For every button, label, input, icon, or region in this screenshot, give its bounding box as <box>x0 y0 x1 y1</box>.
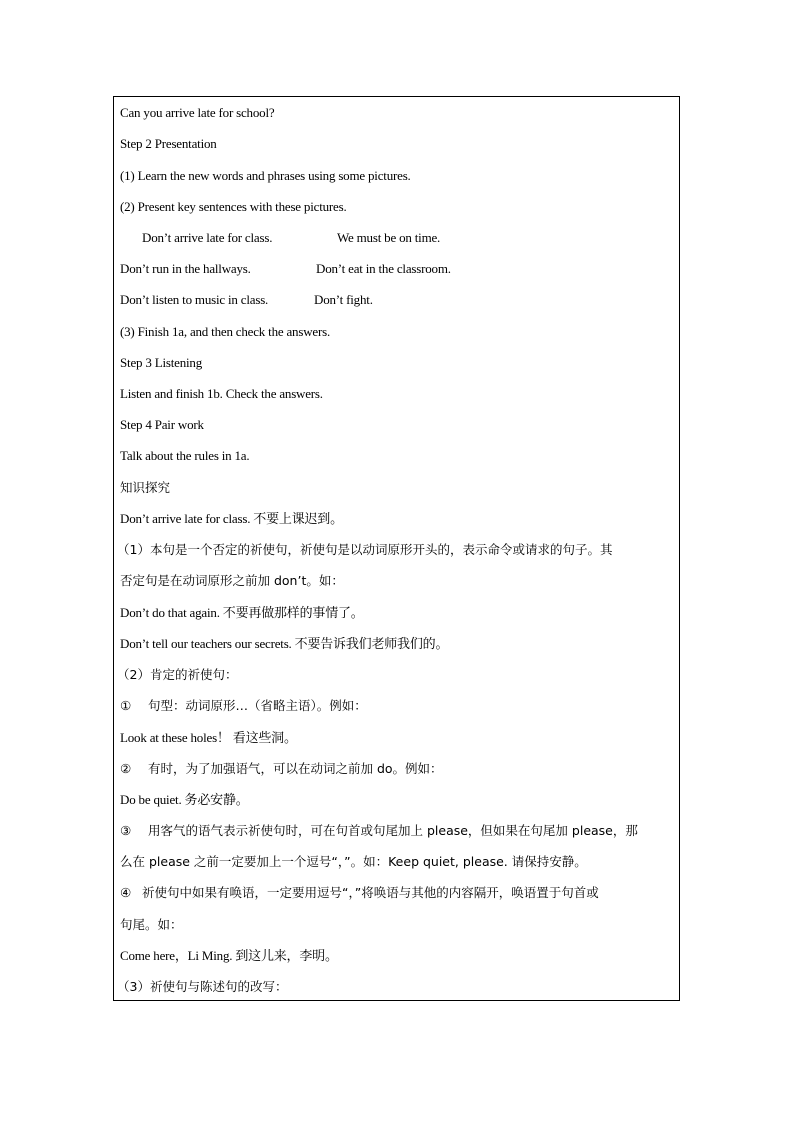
circled-number: ③ <box>120 823 132 838</box>
key-sentence: Don’t listen to music in class. <box>120 292 269 307</box>
case-3-line1 <box>120 822 638 840</box>
point1-line1: （1）本句是一个否定的祈使句，祈使句是以动词原形开头的，表示命令或请求的句子。其 <box>117 542 613 557</box>
knowledge-example-main: Don’t arrive late for class. 不要上课迟到。 <box>120 511 343 526</box>
case-4-line2: 句尾。如： <box>120 917 183 932</box>
step3-title: Step 3 Listening <box>120 355 203 370</box>
knowledge-title: 知识探究 <box>120 480 171 495</box>
key-sentence: We must be on time. <box>337 230 441 245</box>
case-1 <box>120 697 367 715</box>
case-3-line2: 么在 please 之前一定要加上一个逗号“，”。如：Keep quiet, please. 请保持安静。 <box>120 854 587 869</box>
question-line: Can you arrive late for school? <box>120 105 275 120</box>
circled-number: ④ <box>120 885 132 900</box>
example-line: Don’t do that again. 不要再做那样的事情了。 <box>120 605 364 620</box>
step3-text: Listen and finish 1b. Check the answers. <box>120 386 323 401</box>
key-sentence: Don’t fight. <box>314 292 373 307</box>
step2-item-3: (3) Finish 1a, and then check the answers. <box>120 324 331 339</box>
example-line: Don’t tell our teachers our secrets. 不要告诉我们老师我们的。 <box>120 636 449 651</box>
case-4-line1 <box>120 884 599 902</box>
key-sentence: Don’t run in the hallways. <box>120 261 251 276</box>
step2-item-1: (1) Learn the new words and phrases using some pictures. <box>120 168 411 183</box>
case-text: 有时，为了加强语气，可以在动词之前加 do。例如： <box>148 761 443 776</box>
case-text: 祈使句中如果有唤语，一定要用逗号“，”将唤语与其他的内容隔开，唤语置于句首或 <box>142 885 599 900</box>
circled-number: ① <box>120 698 132 713</box>
point3-title: （3）祈使句与陈述句的改写： <box>117 979 288 994</box>
key-sentence: Don’t arrive late for class. <box>142 230 273 245</box>
case-2-example: Do be quiet. 务必安静。 <box>120 792 249 807</box>
case-2 <box>120 760 443 778</box>
point1-line2: 否定句是在动词原形之前加 don’t。如： <box>120 573 344 588</box>
case-1-example: Look at these holes！ 看这些洞。 <box>120 730 297 745</box>
step2-item-2: (2) Present key sentences with these pictures. <box>120 199 347 214</box>
key-sentence: Don’t eat in the classroom. <box>316 261 451 276</box>
circled-number: ② <box>120 761 132 776</box>
case-4-example: Come here，Li Ming. 到这儿来，李明。 <box>120 948 338 963</box>
lesson-table-cell <box>113 96 680 1001</box>
step4-text: Talk about the rules in 1a. <box>120 448 250 463</box>
point2-title: （2）肯定的祈使句： <box>117 667 238 682</box>
step2-title: Step 2 Presentation <box>120 136 217 151</box>
case-text: 用客气的语气表示祈使句时，可在句首或句尾加上 please，但如果在句尾加 please，那 <box>148 823 638 838</box>
step4-title: Step 4 Pair work <box>120 417 204 432</box>
case-text: 句型：动词原形…（省略主语）。例如： <box>148 698 367 713</box>
